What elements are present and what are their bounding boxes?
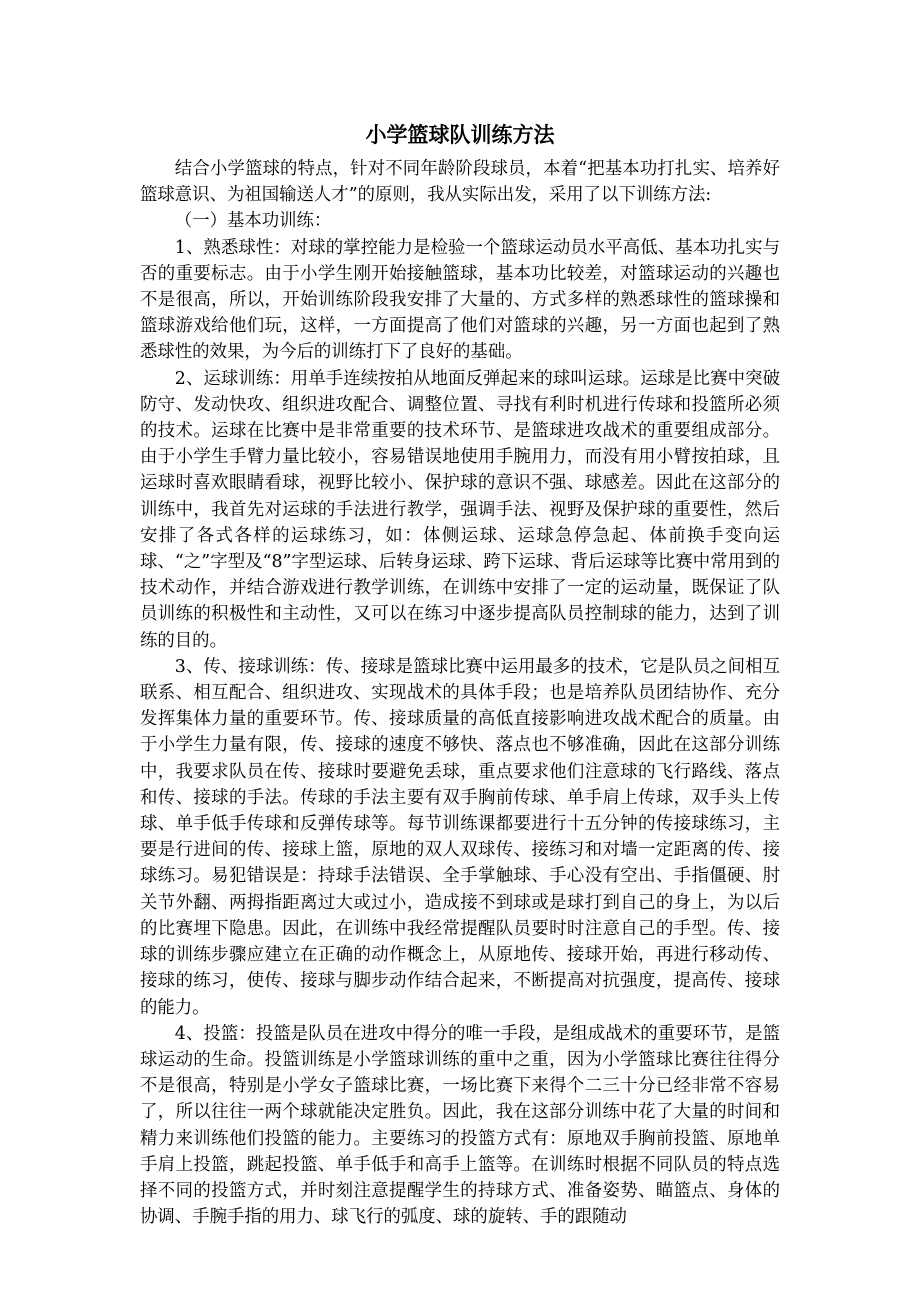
section-heading-basic-skills: （一）基本功训练：	[174, 211, 332, 232]
paragraph-shooting: 4、投篮：投篮是队员在进攻中得分的唯一手段，是组成战术的重要环节，是篮球运动的生命。投篮训练是小学篮球训练的重中之重，因为小学篮球比赛往往得分不是很高，特别是小学女子篮球比赛，一场比赛下来得个二三十分已经非常不容易了，所以往往一两个球就能决定胜负。因此，我在这部分训练中花了大量的时间和精力来训练他们投篮的能力。主要练习的投篮方式有：原地双手胸前投篮、原地单手肩上投篮，跳起投篮、单手低手和高手上篮等。在训练时根据不同队员的特点选择不同的投篮方式，并时刻注意提醒学生的持球方式、准备姿势、瞄篮点、身体的协调、手腕手指的用力、球飞行的弧度、球的旋转、手的跟随动	[140, 1023, 780, 1228]
paragraph-ball-feel: 1、熟悉球性：对球的掌控能力是检验一个篮球运动员水平高低、基本功扎实与否的重要标志。由于小学生刚开始接触篮球，基本功比较差，对篮球运动的兴趣也不是很高，所以，开始训练阶段我安排了大量的、方式多样的熟悉球性的篮球操和篮球游戏给他们玩，这样，一方面提高了他们对篮球的兴趣，另一方面也起到了熟悉球性的效果，为今后的训练打下了良好的基础。	[140, 237, 780, 363]
intro-paragraph: 结合小学篮球的特点，针对不同年龄阶段球员，本着“把基本功打扎实、培养好篮球意识、为祖国输送人才”的原则，我从实际出发，采用了以下训练方法:	[140, 159, 780, 206]
paragraph-dribbling: 2、运球训练：用单手连续按拍从地面反弹起来的球叫运球。运球是比赛中突破防守、发动快攻、组织进攻配合、调整位置、寻找有利时机进行传球和投篮所必须的技术。运球在比赛中是非常重要的技术环节、是篮球进攻战术的重要组成部分。由于小学生手臂力量比较小，容易错误地使用手腕用力，而没有用小臂按拍球，且运球时喜欢眼睛看球，视野比较小、保护球的意识不强、球感差。因此在这部分的训练中，我首先对运球的手法进行教学，强调手法、视野及保护球的重要性，然后安排了各式各样的运球练习，如：体侧运球、运球急停急起、体前换手变向运球、“之”字型及“8”字型运球、后转身运球、跨下运球、背后运球等比赛中常用到的技术动作，并结合游戏进行教学训练，在训练中安排了一定的运动量，既保证了队员训练的积极性和主动性，又可以在练习中逐步提高队员控制球的能力，达到了训练的目的。	[140, 368, 780, 651]
document-title: 小学篮球队训练方法	[365, 123, 555, 147]
paragraph-passing: 3、传、接球训练：传、接球是篮球比赛中运用最多的技术，它是队员之间相互联系、相互配合、组织进攻、实现战术的具体手段；也是培养队员团结协作、充分发挥集体力量的重要环节。传、接球质量的高低直接影响进攻战术配合的质量。由于小学生力量有限，传、接球的速度不够快、落点也不够准确，因此在这部分训练中，我要求队员在传、接球时要避免丢球，重点要求他们注意球的飞行路线、落点和传、接球的手法。传球的手法主要有双手胸前传球、单手肩上传球，双手头上传球、单手低手传球和反弹传球等。每节训练课都要进行十五分钟的传接球练习，主要是行进间的传、接球上篮，原地的双人双球传、接练习和对墙一定距离的传、接球练习。易犯错误是：持球手法错误、全手掌触球、手心没有空出、手指僵硬、肘关节外翻、两拇指距离过大或过小，造成接不到球或是球打到自己的身上，为以后的比赛埋下隐患。因此，在训练中我经常提醒队员要时时注意自己的手型。传、接球的训练步骤应建立在正确的动作概念上，从原地传、接球开始，再进行移动传、接球的练习，使传、接球与脚步动作结合起来，不断提高对抗强度，提高传、接球的能力。	[140, 656, 780, 1018]
document-body	[140, 118, 780, 1230]
